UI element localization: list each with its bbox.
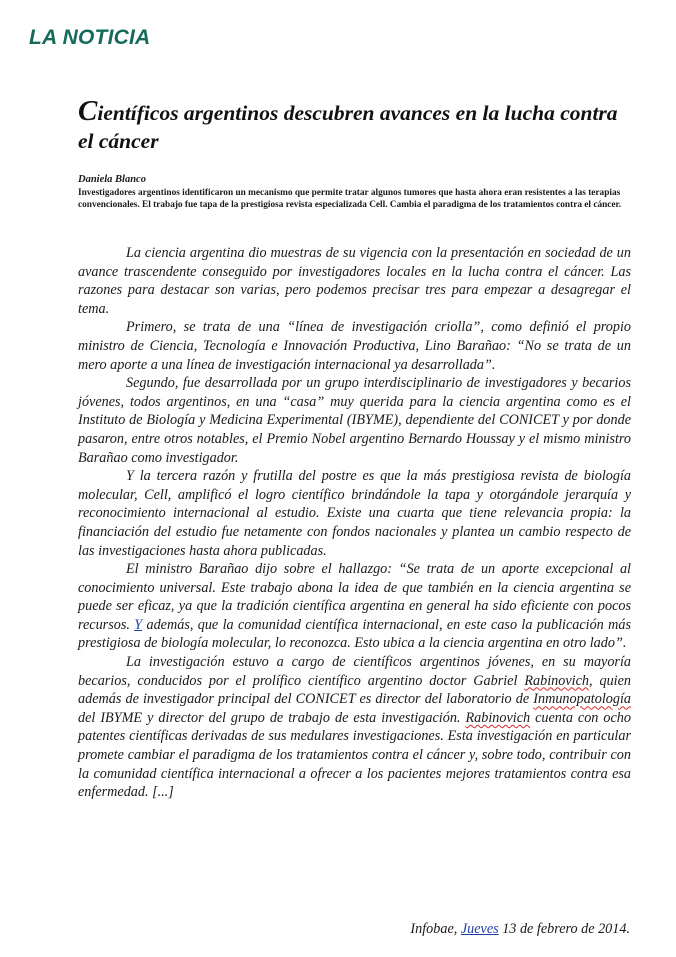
- paragraph-5: [78, 560, 631, 653]
- source-citation: [410, 921, 630, 938]
- paragraph-5-text-a: El ministro Barañao dijo sobre el hallazgo: “Se trata de un aporte excepcional al conocimiento universal. Este trabajo abona la idea de que también en la ciencia argentina se puede ser eficaz, ya que la tradición científica argentina en general ha sido eficiente con pocos recursos.: [78, 561, 631, 633]
- article-body: [78, 244, 631, 802]
- headline: [78, 97, 638, 155]
- paragraph-3: Segundo, fue desarrollada por un grupo interdisciplinario de investigadores y becarios jóvenes, todos argentinos, en una “casa” muy querida para la ciencia argentina como es el Instituto de Biología y Medicina Experimental (IBYME), dependiente del CONICET y por donde pasaron, entre otros notables, el Premio Nobel argentino Bernardo Houssay y el mismo ministro Barañao como investigador.: [78, 375, 631, 466]
- paragraph-6-text-c: del IBYME y director del grupo de trabajo de esta investigación.: [78, 709, 466, 726]
- paragraph-4: Y la tercera razón y frutilla del postre es que la más prestigiosa revista de biología molecular, Cell, amplificó el logro científico brindándole la tapa y otorgándole jerarquía y reconocimiento internacional al estudio. Existe una cuarta que tiene relevancia propia: la financiación del estudio fue netamente con fondos nacionales y plantea un cambio respecto de las investigaciones hasta ahora publicadas.: [78, 468, 631, 559]
- spellcheck-word-inmunopatologia: Inmunopatología: [533, 691, 631, 708]
- paragraph-6-text-d: cuenta con ocho patentes científicas derivadas de sus medulares investigaciones. Esta investigación en particular promete cambiar el paradigma de los tratamientos contra el cáncer y, sobre todo, contribuir con la comunidad científica internacional a ofrecer a los pacientes mejores tratamientos contra esa enfermedad. [...]: [78, 709, 631, 801]
- paragraph-6-text-b: , quien además de investigador principal del CONICET es director del laboratorio de: [78, 672, 631, 708]
- source-weekday: Jueves: [460, 921, 499, 937]
- paragraph-6-text-a: La investigación estuvo a cargo de científicos argentinos jóvenes, en su mayoría becarios, conducidos por el prolífico científico argentino doctor Gabriel: [78, 654, 631, 689]
- spellcheck-word-rabinovich: Rabinovich: [524, 672, 589, 689]
- source-outlet: Infobae,: [410, 921, 461, 937]
- source-date: 13 de febrero de 2014.: [498, 921, 630, 937]
- spellcheck-word-rabinovich-2: Rabinovich: [465, 709, 531, 726]
- author-byline: Daniela Blanco: [78, 174, 146, 185]
- paragraph-2: Primero, se trata de una “línea de investigación criolla”, como definió el propio ministro de Ciencia, Tecnología e Innovación Productiva, Lino Barañao: “No se trata de un mero aporte a una línea de investigación internacional ya desarrollada”.: [78, 319, 631, 373]
- article-summary: Investigadores argentinos identificaron un mecanismo que permite tratar algunos tumores que hasta ahora eran resistentes a las terapias convencionales. El trabajo fue tapa de la prestigiosa revista especializada Cell. Cambia el paradigma de los tratamientos contra el cáncer.: [78, 188, 622, 210]
- section-label: LA NOTICIA: [29, 26, 151, 49]
- underlined-word-y: Y: [134, 616, 143, 633]
- headline-initial: C: [78, 95, 98, 127]
- headline-text: ientíficos argentinos descubren avances en la lucha contra el cáncer: [78, 101, 618, 153]
- paragraph-1: La ciencia argentina dio muestras de su vigencia con la presentación en sociedad de un avance trascendente conseguido por investigadores locales en la lucha contra el cáncer. Las razones para destacar son varias, pero podemos precisar tres para empezar a desagregar el tema.: [78, 245, 631, 317]
- paragraph-6: [78, 653, 631, 802]
- paragraph-5-text-b: además, que la comunidad científica internacional, en este caso la publicación más prestigiosa de biología molecular, lo reconozca. Esto ubica a la ciencia argentina en otro lado”.: [78, 616, 631, 652]
